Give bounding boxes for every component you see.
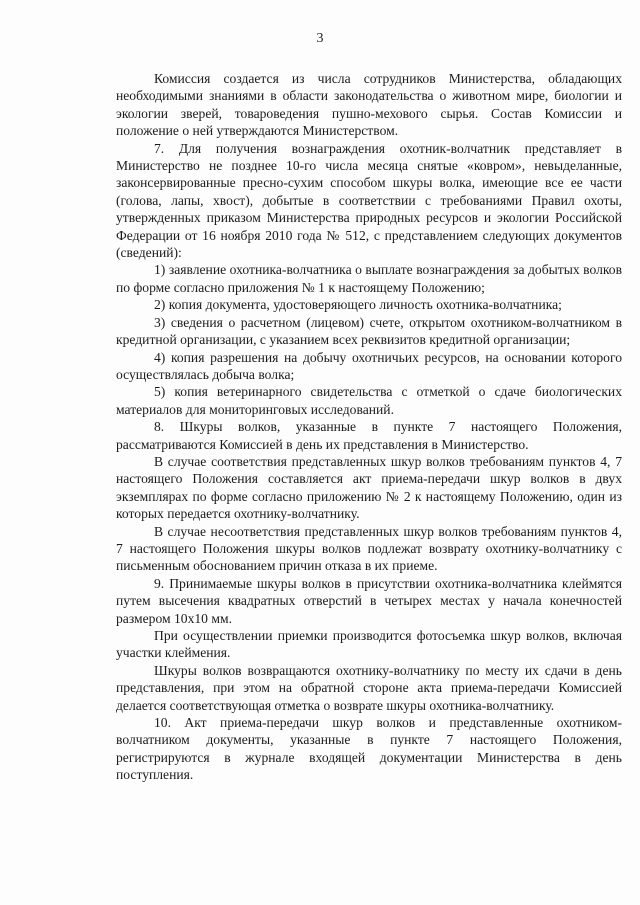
paragraph-item-7: 7. Для получения вознаграждения охотник-волчатник представляет в Министерство не позднее 10-го числа месяца снятые «ковром», невыделанные, законсервированные пресно-сухим способом шкуры волка, имеющие все ее части (голова, лапы, хвост), добытые в соответствии с требованиями Правил охоты, утвержденных приказом Министерства природных ресурсов и экологии Российской Федерации от 16 ноября 2010 года № 512, с представлением следующих документов (сведений): [116, 140, 622, 261]
paragraph-rejection: В случае несоответствия представленных шкур волков требованиям пунктов 4, 7 настоящего Положения шкуры волков подлежат возврату охотнику-волчатнику с письменным обоснованием причин отказа в их приеме. [116, 523, 622, 574]
paragraph-item-10: 10. Акт приема-передачи шкур волков и представленные охотником-волчатником документы, указанные в пункте 7 настоящего Положения, регистрируются в журнале входящей документации Министерства в день поступления. [116, 715, 622, 783]
paragraph-subitem-4: 4) копия разрешения на добычу охотничьих ресурсов, на основании которого осуществлялась добыча волка; [116, 349, 622, 382]
paragraph-acceptance: В случае соответствия представленных шкур волков требованиям пунктов 4, 7 настоящего Положения составляется акт приема-передачи шкур волков в двух экземплярах по форме согласно приложению № 2 к настоящему Положению, один из которых передается охотнику-волчатнику. [116, 453, 622, 522]
paragraph-item-8: 8. Шкуры волков, указанные в пункте 7 настоящего Положения, рассматриваются Комиссией в день их представления в Министерство. [116, 419, 622, 452]
paragraph-subitem-3: 3) сведения о расчетном (лицевом) счете, открытом охотником-волчатником в кредитной организации, с указанием всех реквизитов кредитной организации; [116, 314, 622, 348]
document-body [116, 70, 622, 784]
paragraph-subitem-5: 5) копия ветеринарного свидетельства с отметкой о сдаче биологических материалов для мониторинговых исследований. [116, 384, 622, 417]
paragraph-item-9: 9. Принимаемые шкуры волков в присутствии охотника-волчатника клеймятся путем высечения квадратных отверстий в четырех местах у начала конечностей размером 10х10 мм. [116, 575, 622, 626]
paragraph-subitem-2: 2) копия документа, удостоверяющего личность охотника-волчатника; [154, 297, 562, 313]
page-number: 3 [316, 31, 324, 46]
paragraph-subitem-1: 1) заявление охотника-волчатника о выплате вознаграждения за добытых волков по форме согласно приложения № 1 к настоящему Положению; [116, 262, 622, 295]
paragraph-commission: Комиссия создается из числа сотрудников Министерства, обладающих необходимыми знаниями в области законодательства о животном мире, биологии и экологии зверей, товароведения пушно-мехового сырья. Состав Комиссии и положение о ней утверждаются Министерством. [116, 71, 622, 139]
paragraph-photo: При осуществлении приемки производится фотосъемка шкур волков, включая участки клеймения. [116, 628, 622, 661]
paragraph-return: Шкуры волков возвращаются охотнику-волчатнику по месту их сдачи в день представления, при этом на обратной стороне акта приема-передачи Комиссией делается соответствующая отметка о возврате шкуры охотника-волчатнику. [116, 662, 622, 713]
